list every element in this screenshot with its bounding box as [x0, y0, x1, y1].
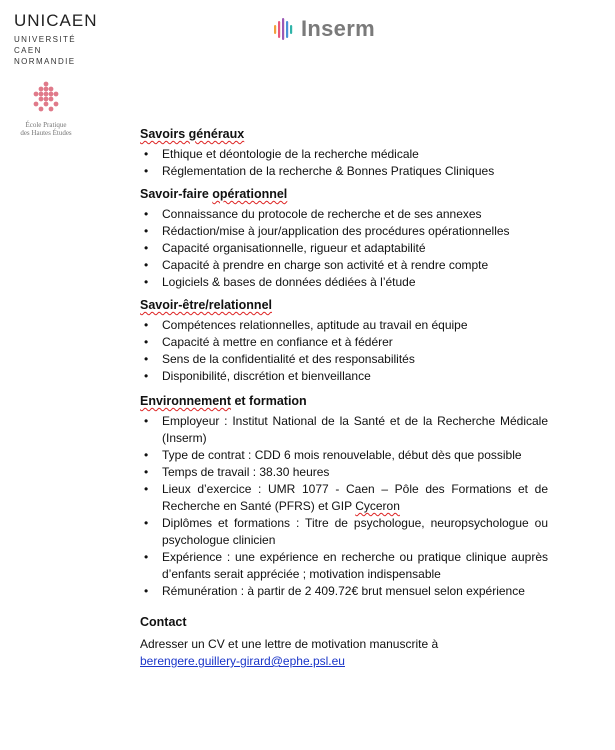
section-title-savoir-etre: Savoir-être/relationnel [140, 298, 272, 312]
section-title-savoir-faire: Savoir-faire opérationnel [140, 187, 288, 201]
list-savoirs [140, 146, 548, 180]
list-item: • Ethique et déontologie de la recherche médicale [140, 146, 548, 163]
list-item: • Diplômes et formations : Titre de psychologue, neuropsychologue ou psychologue clinicien [140, 515, 548, 549]
list-savoir-etre [140, 317, 548, 385]
list-item: • Rémunération : à partir de 2 409.72€ brut mensuel selon expérience [140, 583, 548, 600]
list-item: • Disponibilité, discrétion et bienveillance [140, 368, 548, 385]
inserm-logo [273, 16, 375, 42]
list-item: • Capacité organisationnelle, rigueur et adaptabilité [140, 240, 548, 257]
inserm-bars-icon [273, 16, 295, 42]
job-description [140, 126, 548, 670]
list-item: • Compétences relationnelles, aptitude au travail en équipe [140, 317, 548, 334]
contact-text: Adresser un CV et une lettre de motivation manuscrite à berengere.guillery-girard@ephe.psl.eu [140, 637, 439, 668]
unicaen-text: UNIVERSITÉ CAEN NORMANDIE [14, 35, 77, 66]
ephe-text: École Pratique des Hautes Études [20, 121, 72, 137]
list-item: • Capacité à mettre en confiance et à fédérer [140, 334, 548, 351]
list-savoir-faire [140, 206, 548, 291]
contact-email-link[interactable]: berengere.guillery-girard@ephe.psl.eu [140, 654, 345, 668]
list-item: • Sens de la confidentialité et des responsabilités [140, 351, 548, 368]
list-item: • Rédaction/mise à jour/application des procédures opérationnelles [140, 223, 548, 240]
unicaen-logo [14, 11, 98, 67]
section-title-contact: Contact [140, 615, 187, 629]
list-item: • Logiciels & bases de données dédiées à l’étude [140, 274, 548, 291]
list-item: • Employeur : Institut National de la Santé et de la Recherche Médicale (Inserm) [140, 413, 548, 447]
list-item: • Type de contrat : CDD 6 mois renouvelable, début dès que possible [140, 447, 548, 464]
list-item: • Capacité à prendre en charge son activité et à rendre compte [140, 257, 548, 274]
list-environnement [140, 413, 548, 600]
list-item-lieux: • Lieux d’exercice : UMR 1077 - Caen – Pôle des Formations et de Recherche en Santé (PFRS) et GIP Cyceron [140, 481, 548, 515]
list-item: • Temps de travail : 38.30 heures [140, 464, 548, 481]
ephe-emblem-icon [29, 80, 63, 114]
list-item: • Réglementation de la recherche & Bonnes Pratiques Cliniques [140, 163, 548, 180]
unicaen-mark: UNICAEN [14, 11, 98, 30]
section-title-environnement: Environnement et formation [140, 394, 307, 408]
section-title-savoirs: Savoirs généraux [140, 127, 245, 141]
inserm-wordmark: Inserm [301, 16, 375, 41]
list-item: • Connaissance du protocole de recherche et de ses annexes [140, 206, 548, 223]
ephe-logo [16, 80, 76, 137]
list-item: • Expérience : une expérience en recherche ou pratique clinique auprès d’enfants serait appréciée ; motivation indispensable [140, 549, 548, 583]
